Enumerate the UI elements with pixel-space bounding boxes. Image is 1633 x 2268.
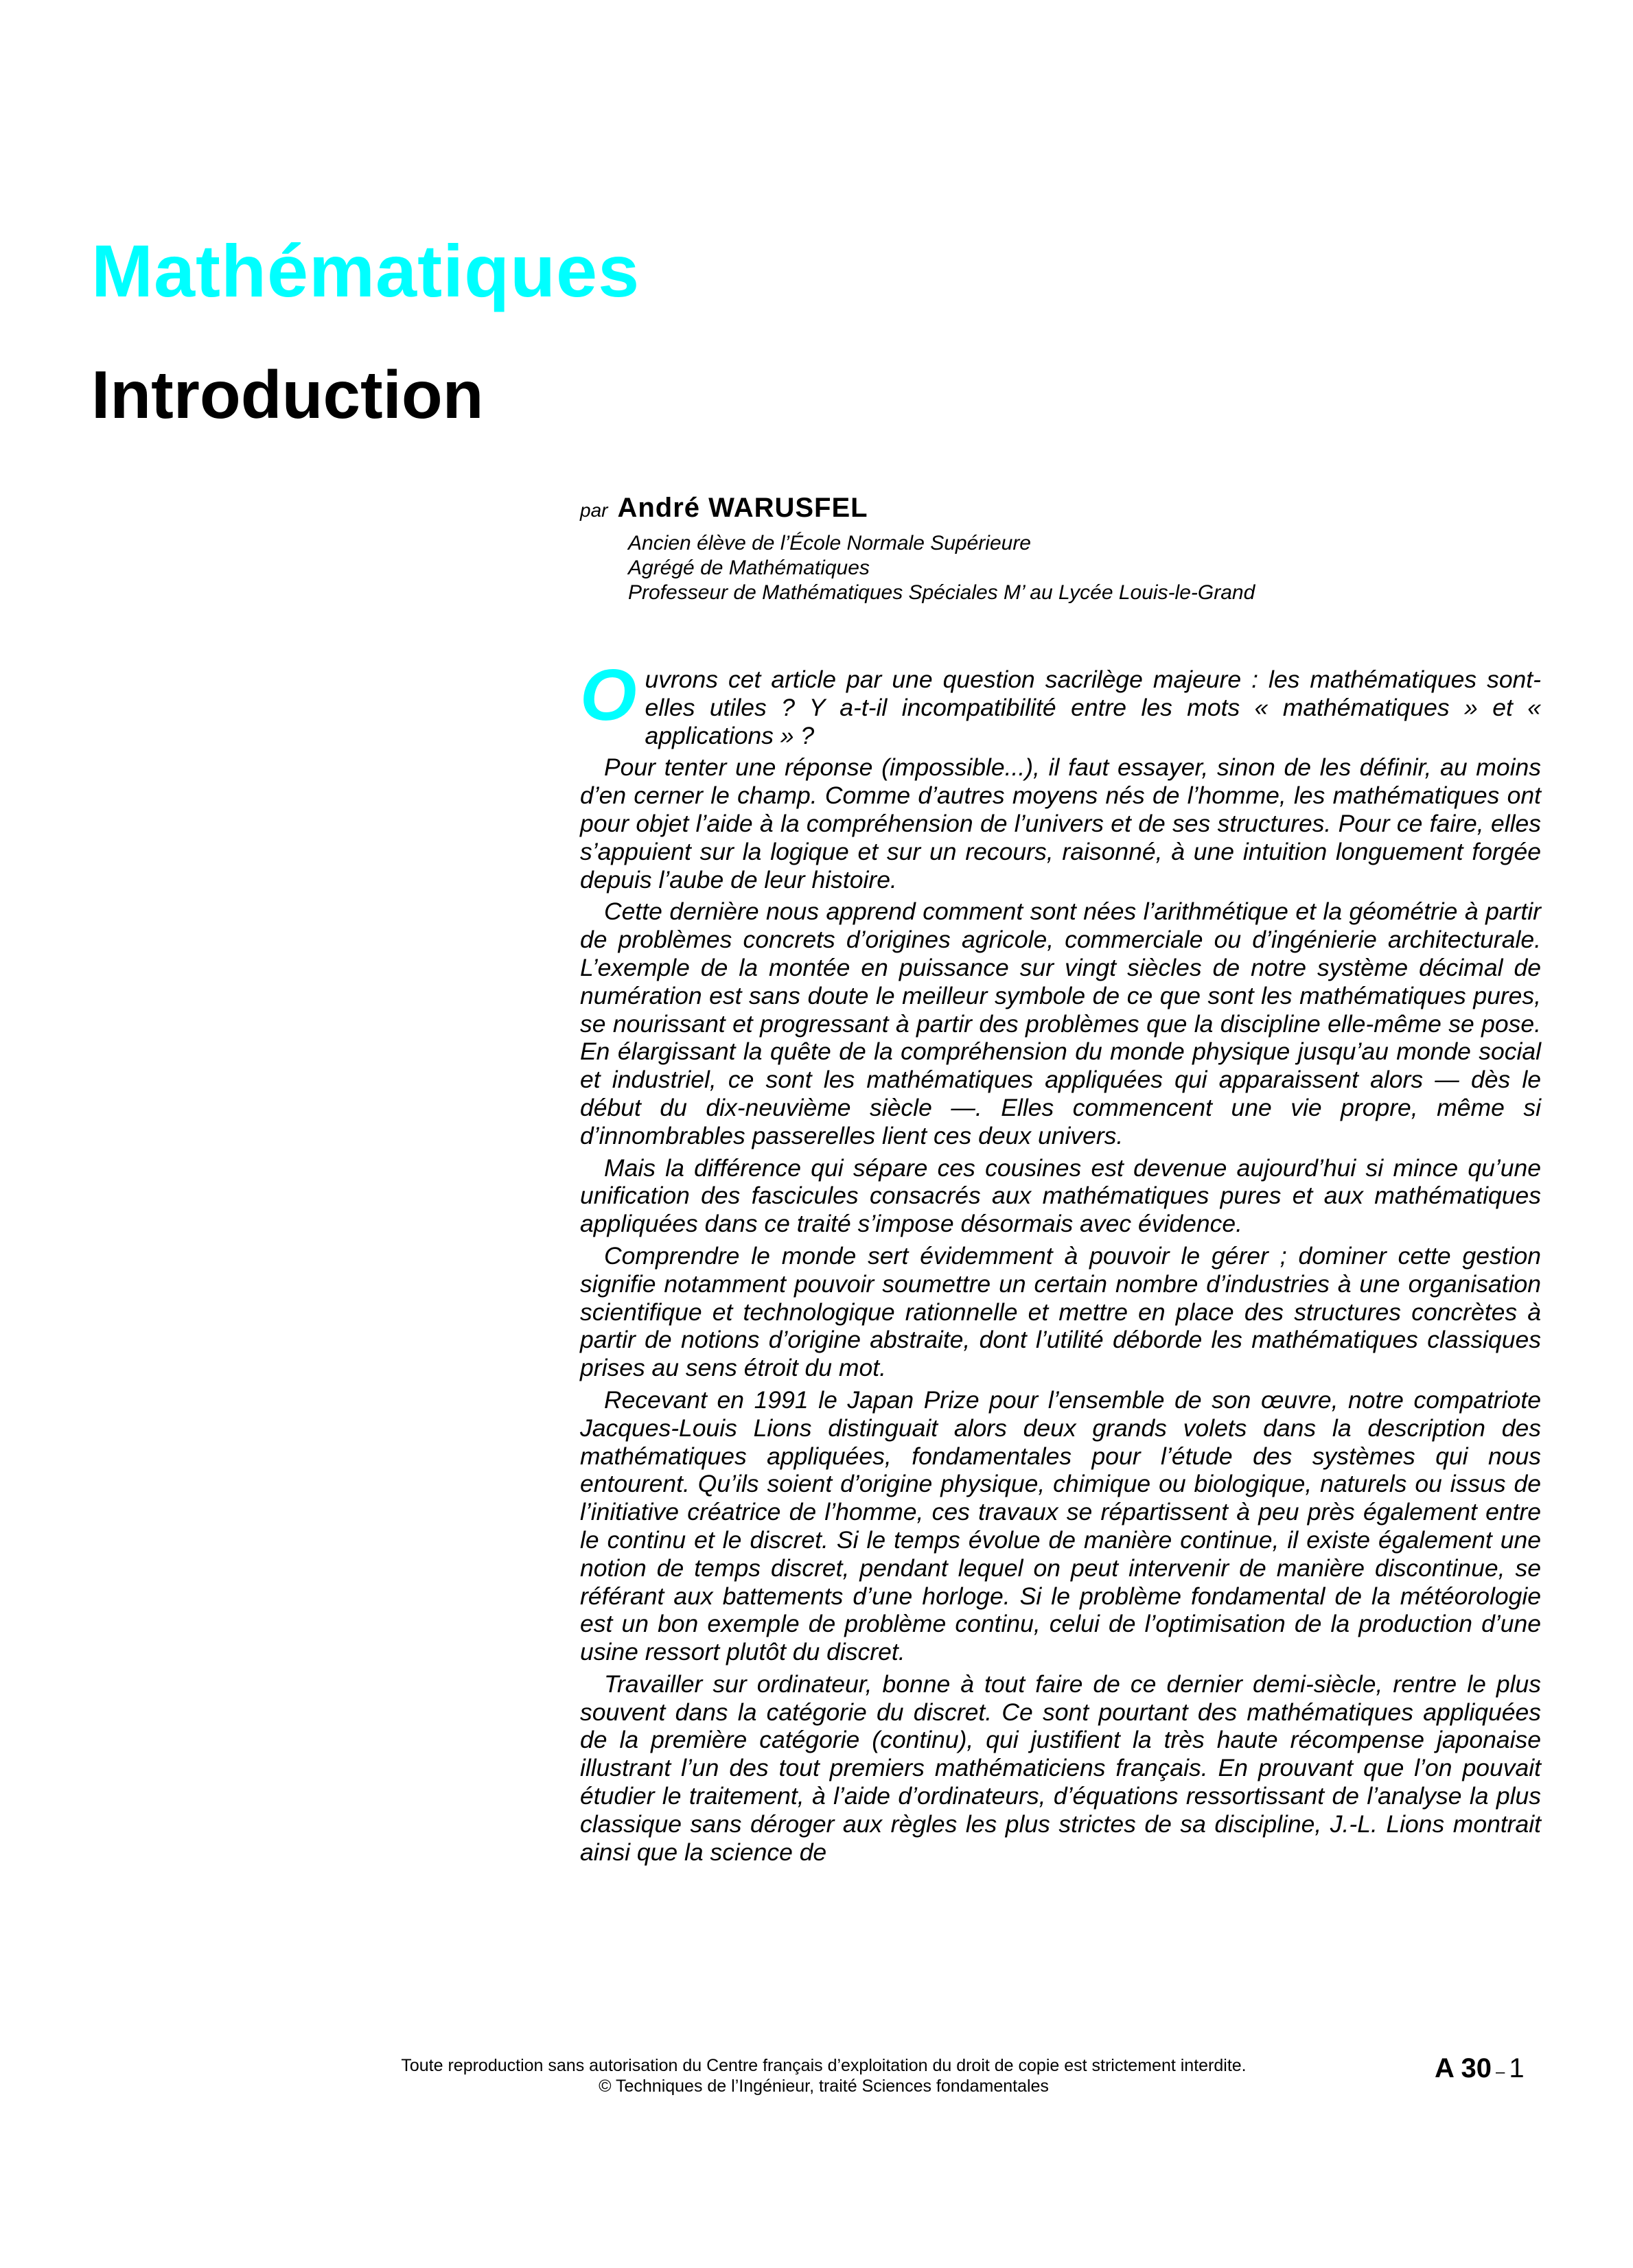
drop-cap: O	[580, 655, 637, 736]
article-paragraph: Pour tenter une réponse (impossible...), il faut essayer, sinon de les définir, au moins d’en cerner le champ. Comme d’autres moyens nés de l’homme, les mathématiques ont pour objet l’aide à la compréhension de l’univers et de ses structures. Pour ce faire, elles s’appuient sur la logique et sur un recours, raisonné, à une intuition longuement forgée depuis l’aube de leur histoire.	[580, 753, 1541, 893]
article-paragraph: Ouvrons cet article par une question sacrilège majeure : les mathématiques sont-elles utiles ? Y a-t-il incompatibilité entre les mots « mathématiques » et « applications » ?	[580, 655, 1541, 749]
article-paragraph: Cette dernière nous apprend comment sont nées l’arithmétique et la géométrie à partir de problèmes concrets d’origines agricole, commerciale ou d’ingénierie architecturale. L’exemple de la montée en puissance sur vingt siècles de notre système décimal de numération est sans doute le meilleur symbole de ce que sont les mathématiques pures, se nourissant et progressant à partir des problèmes que la discipline elle-même se pose. En élargissant la quête de la compréhension du monde physique jusqu’au monde social et industriel, ce sont les mathématiques appliquées qui apparaissent alors — dès le début du dix-neuvième siècle —. Elles commencent une vie propre, même si d’innombrables passerelles lient ces deux univers.	[580, 898, 1541, 1149]
author-credential: Ancien élève de l’École Normale Supérieure	[628, 532, 1031, 554]
copyright-line: © Techniques de l’Ingénieur, traité Sciences fondamentales	[599, 2077, 1049, 2096]
article-body	[580, 655, 1541, 1870]
copyright-line: Toute reproduction sans autorisation du Centre français d’exploitation du droit de copie est strictement interdite.	[401, 2056, 1247, 2075]
page-number	[1435, 2053, 1525, 2084]
page-title: Introduction	[91, 357, 484, 432]
author-credential: Professeur de Mathématiques Spéciales M’ au Lycée Louis-le-Grand	[628, 581, 1255, 604]
article-paragraph: Recevant en 1991 le Japan Prize pour l’ensemble de son œuvre, notre compatriote Jacques-Louis Lions distinguait alors deux grands volets dans la description des mathématiques appliquées, fondamentales pour l’étude des systèmes qui nous entourent. Qu’ils soient d’origine physique, chimique ou biologique, naturels ou issus de l’initiative créatrice de l’homme, ces travaux se répartissent à peu près également entre le continu et le discret. Si le temps évolue de manière continue, il existe également une notion de temps discret, pendant lequel on peut intervenir de manière discontinue, se référant aux battements d’une horloge. Si le problème fondamental de la météorologie est un bon exemple de problème continu, celui de l’optimisation de la production d’une usine ressort plutôt du discret.	[580, 1386, 1541, 1666]
byline-par: par	[580, 500, 608, 521]
author-credential: Agrégé de Mathématiques	[628, 557, 870, 579]
article-paragraph: Comprendre le monde sert évidemment à pouvoir le gérer ; dominer cette gestion signifie notamment pouvoir soumettre un certain nombre d’industries à une organisation scientifique et technologique rationnelle et mettre en place des structures concrètes à partir de notions d’origine abstraite, dont l’utilité déborde les mathématiques classiques prises au sens étroit du mot.	[580, 1241, 1541, 1382]
section-kicker: Mathématiques	[91, 229, 640, 312]
author-name: André WARUSFEL	[617, 493, 868, 523]
byline	[580, 491, 1541, 605]
page-number-value: 1	[1509, 2053, 1525, 2083]
article-paragraph: Travailler sur ordinateur, bonne à tout faire de ce dernier demi-siècle, rentre le plus souvent dans la catégorie du discret. Ce sont pourtant des mathématiques appliquées de la première catégorie (continu), qui justifient la très haute récompense japonaise illustrant l’un des tout premiers mathématiciens français. En prouvant que l’on pouvait étudier le traitement, à l’aide d’ordinateurs, d’équations ressortissant de l’analyse la plus classique sans déroger aux règles les plus strictes de sa discipline, J.-L. Lions montrait ainsi que la science de	[580, 1670, 1541, 1866]
article-paragraph: Mais la différence qui sépare ces cousines est devenue aujourd’hui si mince qu’une unification des fascicules consacrés aux mathématiques pures et aux mathématiques appliquées dans ce traité s’impose désormais avec évidence.	[580, 1154, 1541, 1238]
page-separator: –	[1496, 2063, 1505, 2081]
copyright-notice	[275, 2055, 1373, 2096]
page-code: A 30	[1435, 2053, 1492, 2083]
